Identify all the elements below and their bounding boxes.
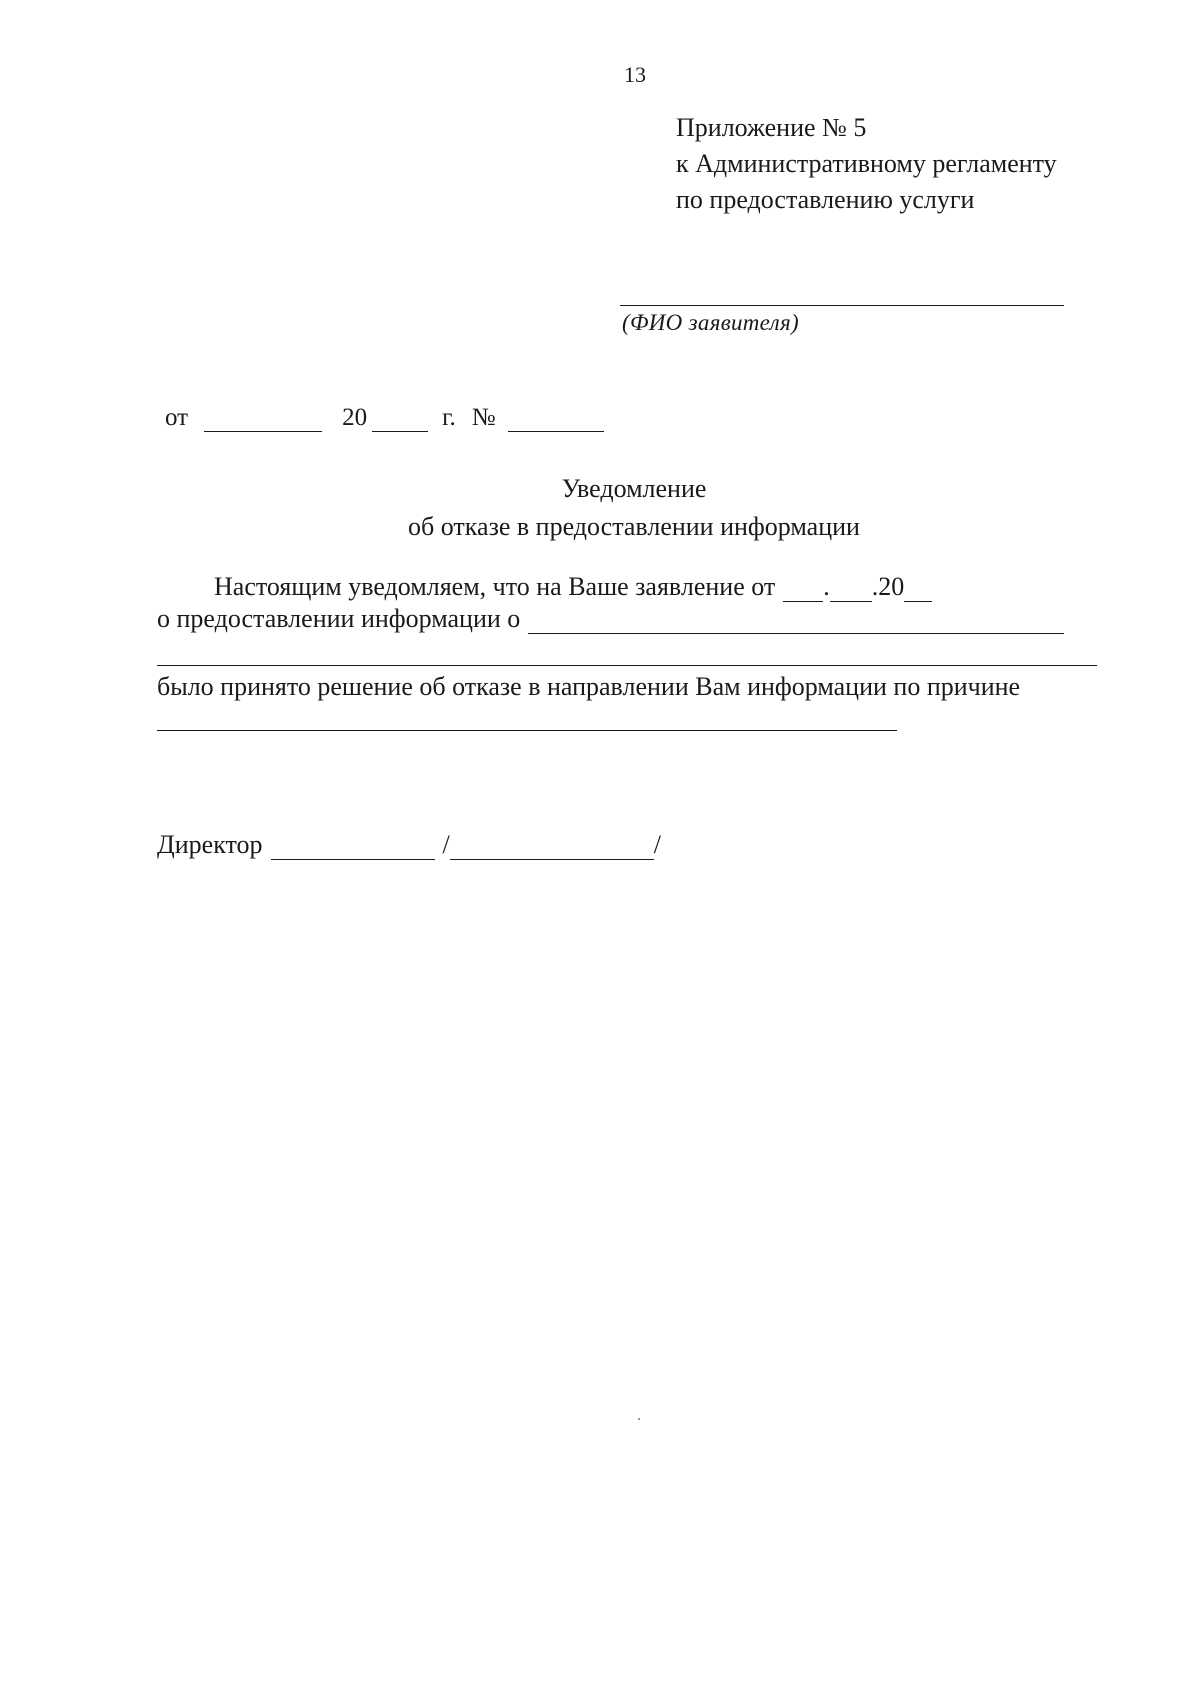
director-name-field[interactable] xyxy=(450,837,654,860)
page-number: 13 xyxy=(624,62,646,87)
information-subject-continuation-field[interactable] xyxy=(157,665,1097,666)
signature-row xyxy=(157,830,661,860)
date-year-suffix: г. xyxy=(442,404,456,431)
application-date-separator: . xyxy=(823,572,830,601)
application-month-field[interactable] xyxy=(830,579,872,602)
application-day-field[interactable] xyxy=(783,579,823,602)
refusal-reason-field[interactable] xyxy=(157,730,897,731)
date-year-field[interactable] xyxy=(372,409,428,432)
notice-title-line-1: Уведомление xyxy=(561,474,707,503)
body-line-1 xyxy=(214,572,932,602)
body-line-2 xyxy=(157,604,1064,634)
appendix-line-2: к Административному регламенту xyxy=(676,149,1057,178)
body-line-3: было принято решение об отказе в направлении Вам информации по причине xyxy=(157,672,1021,701)
director-label: Директор xyxy=(157,830,263,859)
appendix-line-1: Приложение № 5 xyxy=(676,113,867,142)
date-year-prefix: 20 xyxy=(342,404,368,431)
applicant-name-field[interactable] xyxy=(620,305,1064,306)
information-subject-field[interactable] xyxy=(528,611,1064,634)
notice-title xyxy=(0,470,1200,546)
number-sign: № xyxy=(471,404,496,431)
date-from-label: от xyxy=(165,404,189,431)
scan-artifact-dot xyxy=(638,1418,640,1420)
appendix-header xyxy=(676,110,1057,218)
appendix-line-3: по предоставлению услуги xyxy=(676,185,975,214)
application-year-prefix: .20 xyxy=(871,572,905,601)
document-number-field[interactable] xyxy=(508,409,604,432)
director-signature-field[interactable] xyxy=(271,837,435,860)
notice-title-line-2: об отказе в предоставлении информации xyxy=(408,512,860,541)
application-year-field[interactable] xyxy=(904,579,932,602)
document-date-row xyxy=(165,404,604,432)
date-day-month-field[interactable] xyxy=(204,409,322,432)
signature-slash-2: / xyxy=(653,830,661,859)
body-line-1-text: Настоящим уведомляем, что на Ваше заявление от xyxy=(214,572,776,601)
applicant-name-caption: (ФИО заявителя) xyxy=(622,310,799,335)
body-line-2-text: о предоставлении информации о xyxy=(157,604,521,633)
signature-slash-1: / xyxy=(442,830,450,859)
